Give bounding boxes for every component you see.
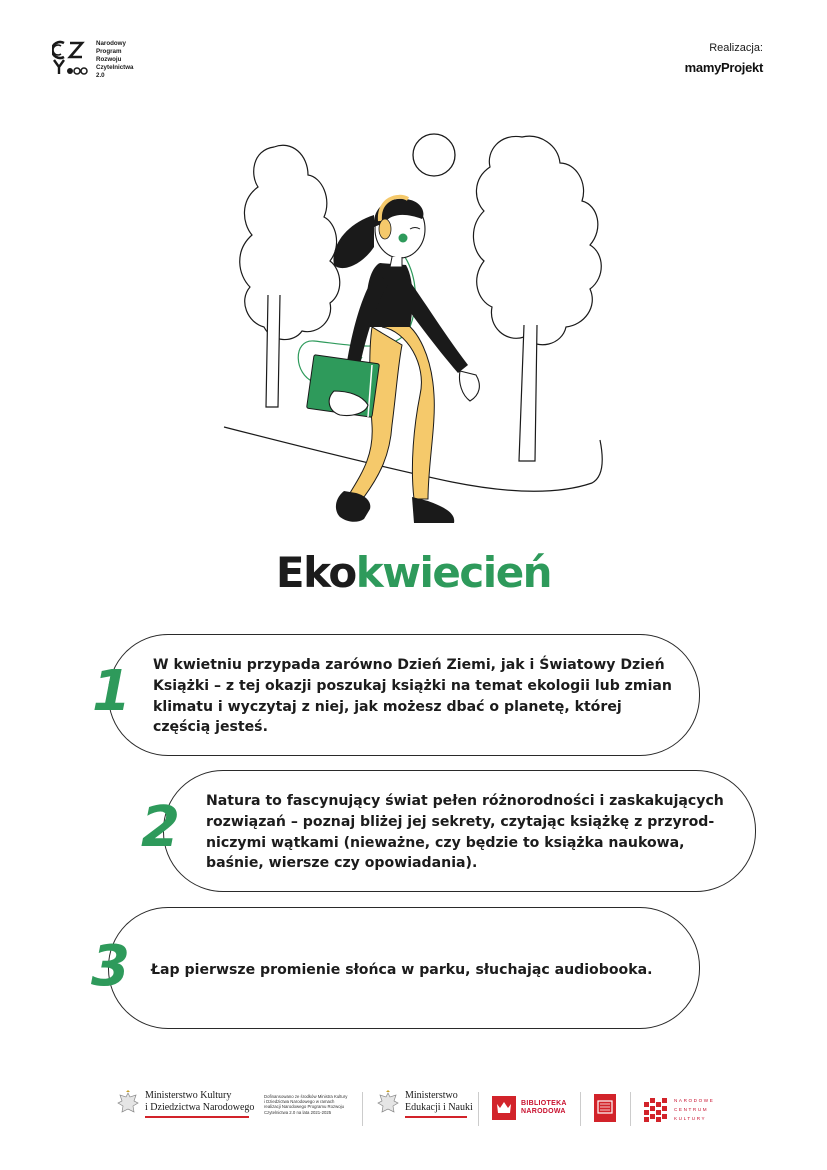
task-number-1: 1	[92, 659, 131, 724]
girl-cheek	[399, 234, 408, 243]
funding-line: Czytelnictwa 2.0 na lata 2021-2025	[264, 1109, 332, 1115]
divider	[362, 1092, 363, 1126]
mein-line: Edukacji i Nauki	[405, 1101, 473, 1113]
mkidn-line: i Dziedzictwa Narodowego	[145, 1101, 255, 1113]
nprc-name	[96, 40, 133, 80]
nck-line: NARODOWE	[674, 1098, 715, 1103]
funding-line: i Dziedzictwa Narodowego w ramach	[264, 1099, 335, 1105]
walking-girl-illustration	[222, 95, 612, 530]
task-text-3: Łap pierwsze promienie słońca w parku, słuchając audiobooka.	[151, 962, 653, 978]
funding-line: Dofinansowano ze środków Ministra Kultury	[264, 1094, 348, 1099]
task-number-2: 2	[141, 795, 180, 860]
earcup-icon	[379, 219, 391, 239]
sun-icon	[413, 134, 455, 176]
nprc-line: Narodowy	[96, 40, 126, 47]
mkidn-line: Ministerstwo Kultury	[145, 1090, 232, 1102]
nprc-line: Czytelnictwa	[96, 64, 134, 71]
divider	[478, 1092, 479, 1126]
nprc-logo	[52, 40, 133, 80]
divider	[580, 1092, 581, 1126]
red-underline	[145, 1116, 249, 1118]
divider	[630, 1092, 631, 1126]
task-text-1: W kwietniu przypada zarówno Dzień Ziemi, jak i Światowy Dzień Książki – z tej okazji poszukaj książki na temat ekologii lub zmian klimatu i wyczytaj z niej, jak możesz dbać o planetę, której częścią jesteś.	[153, 657, 672, 736]
title-part-kwiecien: kwiecień	[355, 548, 552, 597]
girl-right-hand	[459, 371, 479, 401]
mamyprojekt-logo: mamyProjekt	[684, 60, 763, 75]
polish-eagle-icon	[376, 1090, 400, 1118]
title-part-eko: Eko	[275, 548, 356, 597]
realization-block	[685, 42, 763, 75]
bn-line: BIBLIOTEKA	[521, 1099, 567, 1107]
red-underline	[405, 1116, 467, 1118]
funding-line: realizacji Narodowego Programu Rozwoju	[264, 1104, 345, 1110]
mkidn-logo	[116, 1090, 254, 1118]
nprc-line: 2.0	[96, 72, 105, 79]
nck-pattern-icon	[644, 1098, 668, 1122]
crown-icon	[492, 1096, 516, 1120]
page-title	[0, 548, 827, 597]
nck-line: KULTURY	[674, 1116, 707, 1121]
right-shoe-icon	[412, 497, 454, 523]
nck-logo	[644, 1096, 714, 1123]
task-text-2: Natura to fascynujący świat pełen różnorodności i zaskakujących rozwiązań – poznaj bliżej jej sekrety, czytając książkę z przyrod-niczymi wątkami (nieważne, czy będzie to książka naukowa, baśnie, wiersze czy opowiadania).	[206, 793, 724, 872]
biblioteka-narodowa-logo	[492, 1096, 567, 1120]
polish-eagle-icon	[116, 1090, 140, 1118]
right-tree-icon	[473, 136, 601, 461]
girl-ponytail	[333, 215, 374, 268]
mein-logo	[376, 1090, 473, 1118]
instytut-ksiazki-icon	[594, 1094, 616, 1122]
sponsor-footer	[110, 1090, 730, 1130]
nck-line: CENTRUM	[674, 1107, 709, 1112]
bn-line: NARODOWA	[521, 1108, 566, 1115]
nprc-line: Rozwoju	[96, 56, 122, 63]
funding-note	[264, 1094, 347, 1115]
nprc-line: Program	[96, 48, 122, 55]
mein-line: Ministerstwo	[405, 1090, 458, 1102]
realization-label: Realizacja:	[709, 42, 763, 54]
instytut-ksiazki-logo	[594, 1094, 616, 1122]
task-number-3: 3	[91, 934, 130, 999]
nprc-emblem-icon	[52, 40, 88, 78]
